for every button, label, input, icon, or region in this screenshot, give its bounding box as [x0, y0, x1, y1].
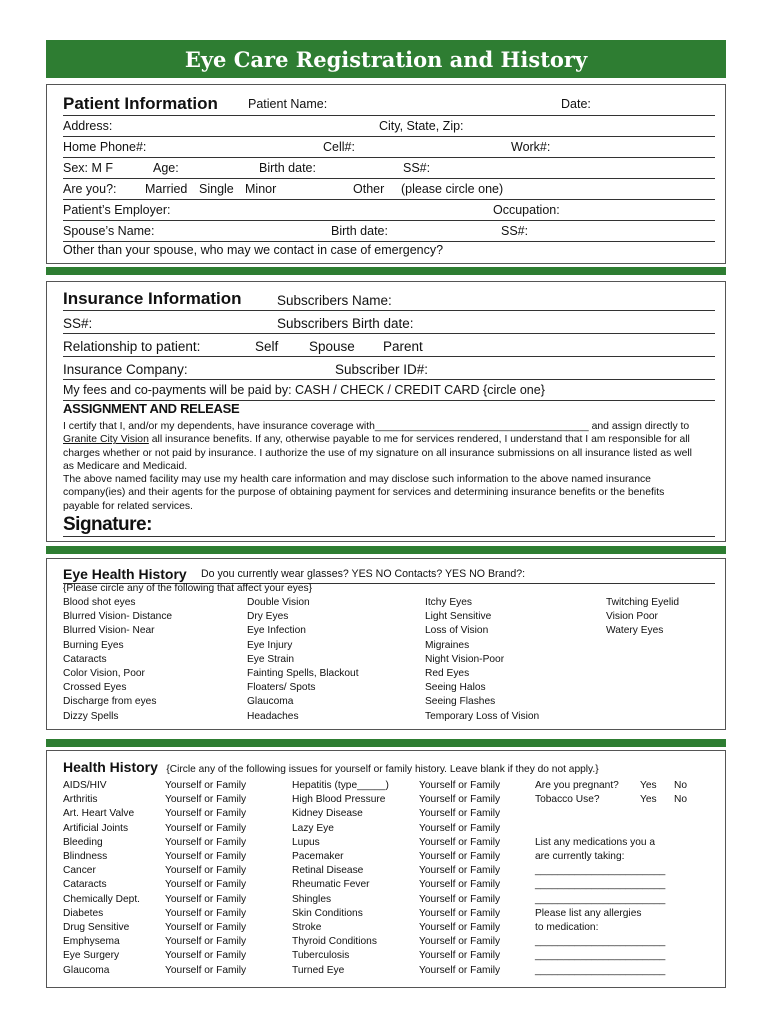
eye-condition-option[interactable]: Eye Injury — [247, 639, 293, 651]
health-condition-label: Hepatitis (type_____) — [292, 780, 389, 791]
eye-condition-option[interactable]: Dry Eyes — [247, 611, 289, 623]
eye-condition-option[interactable]: Eye Strain — [247, 653, 294, 665]
subscriber-birth-field[interactable]: Subscribers Birth date: — [277, 316, 414, 331]
health-condition-label: Kidney Disease — [292, 808, 363, 820]
parent-option[interactable]: Parent — [383, 339, 423, 354]
health-history-section — [46, 750, 726, 988]
age-field[interactable]: Age: — [153, 161, 179, 175]
eye-condition-option[interactable]: Crossed Eyes — [63, 682, 127, 694]
eye-col-1 — [63, 596, 172, 724]
health-condition-label: Blindness — [63, 851, 108, 863]
birth-date-field[interactable]: Birth date: — [259, 161, 316, 175]
eye-condition-option[interactable]: Dizzy Spells — [63, 710, 119, 722]
health-heading: Health History — [63, 759, 158, 775]
patient-name-field[interactable]: Patient Name: — [248, 97, 328, 111]
eye-condition-option[interactable]: Blurred Vision- Distance — [63, 611, 173, 623]
yourself-or-family-option[interactable]: Yourself or Family — [165, 808, 247, 820]
health-condition-label: Lupus — [292, 836, 320, 848]
eye-history-section — [46, 558, 726, 730]
yourself-or-family-option[interactable]: Yourself or Family — [165, 907, 247, 919]
eye-condition-option[interactable]: Headaches — [247, 710, 299, 722]
eye-col-3 — [425, 596, 539, 724]
insurance-ss-field[interactable]: SS#: — [63, 316, 93, 331]
yourself-or-family-option[interactable]: Yourself or Family — [165, 950, 247, 962]
health-condition-label: Rheumatic Fever — [292, 879, 370, 891]
tobacco-no[interactable]: No — [674, 794, 688, 806]
medications-label-1: List any medications you a — [535, 836, 656, 848]
married-option[interactable]: Married — [145, 182, 188, 196]
yourself-or-family-option[interactable]: Yourself or Family — [419, 780, 501, 791]
ss-field[interactable]: SS#: — [403, 161, 431, 175]
eye-heading: Eye Health History — [63, 566, 187, 582]
pregnant-label: Are you pregnant? — [535, 780, 619, 791]
relationship-label: Relationship to patient: — [63, 339, 201, 354]
health-condition-label: Cancer — [63, 865, 96, 877]
tobacco-label: Tobacco Use? — [535, 794, 600, 806]
assignment-paragraph: I certify that I, and/or my dependents, have insurance coverage with_____________________________________ and assign directly to Granite City Vision all insurance benefits. If any, otherwise payable to me for services rendered, I understand that I am responsible for all charges whether or not paid by insurance. I authorize the use of my signature on all insurance submissions on all insurance listed as well as Medicare and Medicaid. The above named facility may use my health care information and may disclose such information to the above named insurance company(ies) and their agents for the purpose of obtaining payment for services and determining insurance benefits or the benefits payable for related services. — [63, 421, 692, 512]
health-col-4 — [419, 779, 500, 978]
health-condition-label: Drug Sensitive — [63, 922, 130, 934]
medication-line[interactable]: _______________________ — [535, 879, 666, 891]
single-option[interactable]: Single — [199, 182, 234, 196]
insurance-heading: Insurance Information — [63, 289, 242, 308]
yourself-or-family-option[interactable]: Yourself or Family — [419, 822, 501, 834]
health-condition-label: Emphysema — [63, 936, 120, 948]
address-field[interactable]: Address: — [63, 119, 113, 133]
eye-condition-option[interactable]: Fainting Spells, Blackout — [247, 668, 359, 680]
eye-condition-option[interactable]: Migraines — [425, 639, 470, 651]
eye-condition-option[interactable]: Color Vision, Poor — [63, 668, 145, 680]
allergies-label-1: Please list any allergies — [535, 907, 642, 919]
yourself-or-family-option[interactable]: Yourself or Family — [165, 851, 247, 863]
health-extra — [535, 779, 715, 978]
circle-note: (please circle one) — [401, 182, 504, 196]
yourself-or-family-option[interactable]: Yourself or Family — [419, 865, 501, 877]
health-col-3 — [292, 779, 389, 978]
health-col-1 — [63, 779, 140, 978]
health-condition-label: Stroke — [292, 922, 322, 934]
tobacco-yes[interactable]: Yes — [640, 794, 657, 806]
employer-field[interactable]: Patient’s Employer: — [63, 203, 171, 217]
health-condition-label: Cataracts — [63, 879, 107, 891]
yourself-or-family-option[interactable]: Yourself or Family — [165, 836, 247, 848]
yourself-or-family-option[interactable]: Yourself or Family — [165, 879, 247, 891]
eye-condition-option[interactable]: Blood shot eyes — [63, 597, 136, 608]
medications-label-2: are currently taking: — [535, 851, 625, 863]
health-condition-label: Chemically Dept. — [63, 893, 140, 905]
yourself-or-family-option[interactable]: Yourself or Family — [165, 936, 247, 948]
pregnant-yes[interactable]: Yes — [640, 780, 657, 791]
yourself-or-family-option[interactable]: Yourself or Family — [419, 936, 501, 948]
eye-condition-option[interactable]: Discharge from eyes — [63, 696, 157, 708]
home-phone-field[interactable]: Home Phone#: — [63, 140, 147, 154]
spouse-birth-field[interactable]: Birth date: — [331, 224, 388, 238]
pregnant-no[interactable]: No — [674, 780, 688, 791]
insurance-company-field[interactable]: Insurance Company: — [63, 362, 188, 377]
signature-field[interactable]: Signature: — [63, 514, 152, 535]
patient-section — [46, 84, 726, 264]
yourself-or-family-option[interactable]: Yourself or Family — [419, 950, 501, 962]
subscriber-id-field[interactable]: Subscriber ID#: — [335, 362, 429, 377]
yourself-or-family-option[interactable]: Yourself or Family — [419, 907, 501, 919]
eye-condition-option[interactable]: Blurred Vision- Near — [63, 625, 155, 637]
yourself-or-family-option[interactable]: Yourself or Family — [165, 922, 247, 934]
minor-option[interactable]: Minor — [245, 182, 277, 196]
spouse-name-field[interactable]: Spouse’s Name: — [63, 224, 155, 238]
yourself-or-family-option[interactable]: Yourself or Family — [165, 822, 247, 834]
yourself-or-family-option[interactable]: Yourself or Family — [419, 879, 501, 891]
self-option[interactable]: Self — [255, 339, 279, 354]
eye-condition-option[interactable]: Cataracts — [63, 653, 107, 665]
eye-condition-option[interactable]: Night Vision-Poor — [425, 653, 505, 665]
health-condition-label: Artificial Joints — [63, 822, 129, 834]
health-condition-label: Skin Conditions — [292, 907, 363, 919]
eye-condition-option[interactable]: Watery Eyes — [606, 625, 664, 637]
yourself-or-family-option[interactable]: Yourself or Family — [165, 865, 247, 877]
eye-condition-option[interactable]: Eye Infection — [247, 625, 306, 637]
yourself-or-family-option[interactable]: Yourself or Family — [419, 808, 501, 820]
date-field[interactable]: Date: — [561, 97, 591, 111]
health-condition-label: Diabetes — [63, 907, 104, 919]
yourself-or-family-option[interactable]: Yourself or Family — [165, 964, 247, 976]
yourself-or-family-option[interactable]: Yourself or Family — [419, 794, 501, 806]
health-condition-label: High Blood Pressure — [292, 794, 386, 806]
sex-field[interactable]: Sex: M F — [63, 161, 114, 175]
divider-bar — [46, 546, 726, 554]
are-you-label: Are you?: — [63, 182, 117, 196]
eye-condition-option[interactable]: Seeing Flashes — [425, 696, 496, 708]
yourself-or-family-option[interactable]: Yourself or Family — [165, 893, 247, 905]
emergency-contact-field[interactable]: Other than your spouse, who may we contact in case of emergency? — [63, 243, 444, 257]
health-condition-label: Pacemaker — [292, 851, 344, 863]
yourself-or-family-option[interactable]: Yourself or Family — [419, 893, 501, 905]
eye-condition-option[interactable]: Floaters/ Spots — [247, 682, 316, 694]
health-col-2 — [165, 779, 246, 978]
patient-heading: Patient Information — [63, 94, 218, 113]
health-condition-label: Turned Eye — [292, 964, 345, 976]
subscriber-name-field[interactable]: Subscribers Name: — [277, 293, 392, 308]
health-condition-label: Shingles — [292, 893, 332, 905]
spouse-option[interactable]: Spouse — [309, 339, 355, 354]
eye-condition-option[interactable]: Seeing Halos — [425, 682, 486, 694]
eye-col-4 — [606, 596, 679, 639]
health-condition-label: Glaucoma — [63, 964, 110, 976]
yourself-or-family-option[interactable]: Yourself or Family — [165, 780, 247, 791]
medication-line[interactable]: _______________________ — [535, 865, 666, 877]
other-option[interactable]: Other — [353, 182, 385, 196]
allergies-label-2: to medication: — [535, 922, 599, 934]
health-condition-label: Arthritis — [63, 794, 98, 806]
health-condition-label: Tuberculosis — [292, 950, 350, 962]
eye-condition-option[interactable]: Burning Eyes — [63, 639, 124, 651]
eye-condition-option[interactable]: Vision Poor — [606, 611, 658, 623]
eye-condition-option[interactable]: Red Eyes — [425, 668, 470, 680]
eye-condition-option[interactable]: Loss of Vision — [425, 625, 489, 637]
eye-condition-option[interactable]: Double Vision — [247, 597, 310, 608]
eye-condition-option[interactable]: Glaucoma — [247, 696, 294, 708]
allergy-line[interactable]: _______________________ — [535, 950, 666, 962]
work-field[interactable]: Work#: — [511, 140, 551, 154]
health-condition-label: Art. Heart Valve — [63, 808, 135, 820]
form-title: Eye Care Registration and History — [46, 40, 726, 78]
health-condition-label: Bleeding — [63, 836, 103, 848]
eye-instructions: {Please circle any of the following that affect your eyes} — [63, 583, 312, 594]
assignment-heading: ASSIGNMENT AND RELEASE — [63, 401, 240, 416]
yourself-or-family-option[interactable]: Yourself or Family — [419, 964, 501, 976]
yourself-or-family-option[interactable]: Yourself or Family — [419, 922, 501, 934]
occupation-field[interactable]: Occupation: — [493, 203, 560, 217]
eye-col-2 — [247, 596, 359, 724]
payment-method-field[interactable]: My fees and co-payments will be paid by: CASH / CHECK / CREDIT CARD {circle one} — [63, 383, 545, 397]
cell-field[interactable]: Cell#: — [323, 140, 355, 154]
health-condition-label: Lazy Eye — [292, 822, 334, 834]
health-condition-label: Thyroid Conditions — [292, 936, 377, 948]
yourself-or-family-option[interactable]: Yourself or Family — [419, 836, 501, 848]
divider-bar — [46, 739, 726, 747]
eye-condition-option[interactable]: Light Sensitive — [425, 611, 492, 623]
health-condition-label: AIDS/HIV — [63, 780, 107, 791]
eye-condition-option[interactable]: Temporary Loss of Vision — [425, 710, 540, 722]
eye-condition-option[interactable]: Twitching Eyelid — [606, 597, 680, 608]
medication-line[interactable]: _______________________ — [535, 893, 666, 905]
clinic-name: Granite City Vision — [63, 434, 149, 446]
divider-bar — [46, 267, 726, 275]
health-instructions: {Circle any of the following issues for yourself or family history. Leave blank if they do not apply.} — [166, 764, 599, 775]
yourself-or-family-option[interactable]: Yourself or Family — [165, 794, 247, 806]
glasses-question[interactable]: Do you currently wear glasses? YES NO Contacts? YES NO Brand?: — [201, 568, 526, 580]
health-condition-label: Retinal Disease — [292, 865, 364, 877]
insurance-section — [46, 281, 726, 542]
health-condition-label: Eye Surgery — [63, 950, 120, 962]
yourself-or-family-option[interactable]: Yourself or Family — [419, 851, 501, 863]
spouse-ss-field[interactable]: SS#: — [501, 224, 529, 238]
city-state-zip-field[interactable]: City, State, Zip: — [379, 119, 464, 133]
eye-condition-option[interactable]: Itchy Eyes — [425, 597, 472, 608]
release-paragraph: The above named facility may use my health care information and may disclose such information to the above named insurance company(ies) and their agents for the purpose of obtaining payment for services and determining insurance benefits or the benefits payable for related services. — [63, 474, 665, 512]
allergy-line[interactable]: _______________________ — [535, 964, 666, 976]
allergy-line[interactable]: _______________________ — [535, 936, 666, 948]
